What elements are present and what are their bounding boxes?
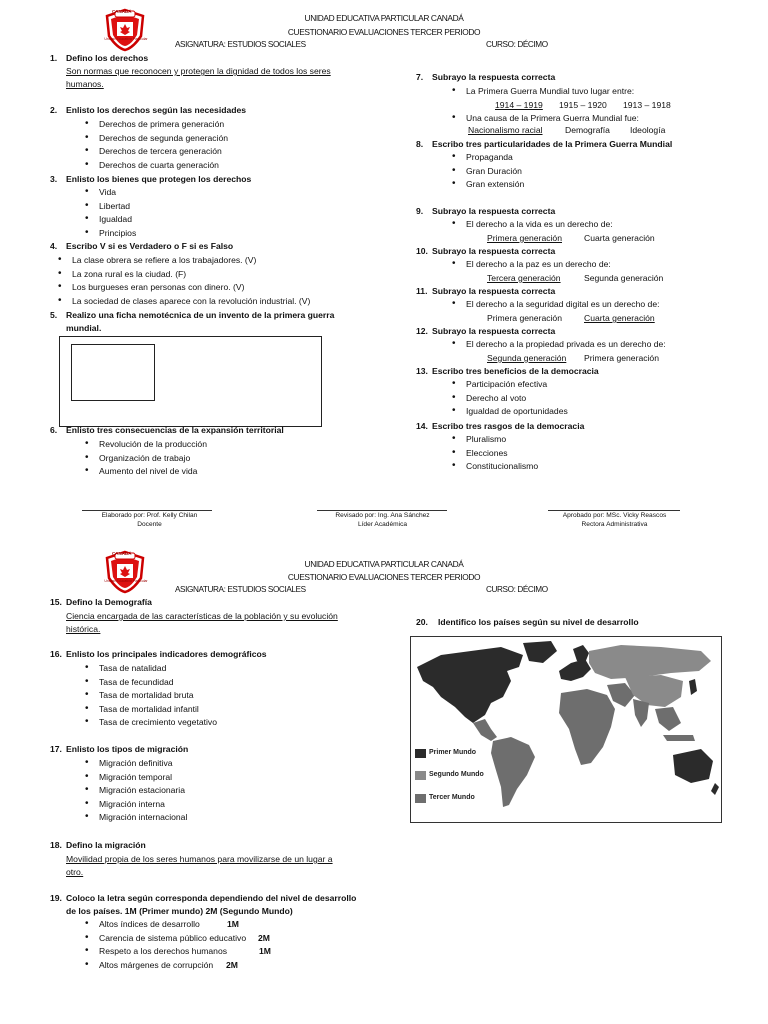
list-item: • Tasa de mortalidad bruta <box>85 690 217 704</box>
question-13: 13. Escribo tres beneficios de la democracia <box>416 366 599 376</box>
logo-text: CANADÁ <box>112 551 132 556</box>
signature-line <box>548 510 680 511</box>
exam-title: CUESTIONARIO EVALUACIONES TERCER PERIODO <box>287 27 481 37</box>
option: 1915 – 1920 <box>559 100 607 110</box>
list-item: • Constitucionalismo <box>452 461 538 475</box>
question-6: 6. Enlisto tres consecuencias de la expansión territorial <box>50 425 284 435</box>
list-item: • La Primera Guerra Mundial tuvo lugar entre: <box>452 86 634 100</box>
list-item: • Derechos de segunda generación <box>85 133 228 147</box>
question-14: 14. Escribo tres rasgos de la democracia <box>416 421 585 431</box>
list-item: • Gran Duración <box>452 166 524 180</box>
question-12: 12. Subrayo la respuesta correcta <box>416 326 556 336</box>
question-7: 7. Subrayo la respuesta correcta <box>416 72 556 82</box>
answer-15-line-1: Ciencia encargada de las características de la población y su evolución <box>66 611 338 621</box>
list-item: • Migración temporal <box>85 772 187 786</box>
list-item: • Altos índices de desarrollo 1M <box>85 919 246 933</box>
list-item: • El derecho a la vida es un derecho de: <box>452 219 613 233</box>
subject-label: ASIGNATURA: ESTUDIOS SOCIALES <box>175 40 306 49</box>
answer-15-line-2: histórica. <box>66 624 101 634</box>
list-item: • Tasa de crecimiento vegetativo <box>85 717 217 731</box>
option-correct: Segunda generación <box>487 353 567 363</box>
list-item: • El derecho a la seguridad digital es un derecho de: <box>452 299 660 313</box>
list-item: • Derecho al voto <box>452 393 568 407</box>
question-3: 3. Enlisto los bienes que protegen los derechos <box>50 174 252 184</box>
list-item: • Migración estacionaria <box>85 785 187 799</box>
option-correct: Tercera generación <box>487 273 561 283</box>
list-item: • La zona rural es la ciudad. (F) <box>58 269 310 283</box>
option: 1913 – 1918 <box>623 100 671 110</box>
signature-block-2: Revisado por: Ing. Ana Sánchez Líder Académica <box>335 512 430 528</box>
list-item: • Elecciones <box>452 448 538 462</box>
list-item: • Igualdad de oportunidades <box>452 406 568 420</box>
indonesia-shape <box>663 735 695 741</box>
course-label: CURSO: DÉCIMO <box>486 40 548 49</box>
signature-block-3: Aprobado por: MSc. Vicky Reascos Rectora Administrativa <box>562 512 667 528</box>
world-map <box>410 636 722 823</box>
answer-1-line-2: humanos. <box>66 79 104 89</box>
legend-first-world: Primer Mundo <box>429 749 477 756</box>
list-item: • Tasa de mortalidad infantil <box>85 704 217 718</box>
list-item: • Libertad <box>85 201 136 215</box>
option: Ideología <box>630 125 666 135</box>
question-19-list <box>85 919 271 973</box>
school-name: UNIDAD EDUCATIVA PARTICULAR CANADÁ <box>304 559 464 569</box>
list-item: • El derecho a la paz es un derecho de: <box>452 259 611 273</box>
question-10: 10. Subrayo la respuesta correcta <box>416 246 556 256</box>
list-item: • Los burgueses eran personas con dinero. (V) <box>58 282 310 296</box>
option-correct: Nacionalismo racial <box>468 125 543 135</box>
question-5-line-2: mundial. <box>66 323 102 333</box>
list-item: • Una causa de la Primera Guerra Mundial fue: <box>452 113 639 127</box>
answer-1-line-1: Son normas que reconocen y protegen la dignidad de todos los seres <box>66 66 331 76</box>
legend-swatch-third-world <box>415 794 426 803</box>
question-19: 19. Coloco la letra según corresponda dependiendo del nivel de desarrollo <box>50 893 357 903</box>
question-15: 15. Defino la Demografía <box>50 597 152 607</box>
question-13-list <box>452 379 568 420</box>
question-14-list <box>452 434 538 475</box>
legend-second-world: Segundo Mundo <box>429 771 484 778</box>
question-16: 16. Enlisto los principales indicadores demográficos <box>50 649 267 659</box>
list-item: • Derechos de tercera generación <box>85 146 228 160</box>
legend-swatch-second-world <box>415 771 426 780</box>
signature-line <box>317 510 447 511</box>
list-item: • La clase obrera se refiere a los trabajadores. (V) <box>58 255 310 269</box>
question-16-list <box>85 663 217 731</box>
legend-swatch-first-world <box>415 749 426 758</box>
question-17-list <box>85 758 187 826</box>
list-item: • Carencia de sistema público educativo 2M <box>85 933 246 947</box>
option: Demografía <box>565 125 610 135</box>
option-correct: Primera generación <box>487 233 562 243</box>
list-item: • Revolución de la producción <box>85 439 207 453</box>
list-item: • Organización de trabajo <box>85 453 207 467</box>
course-label: CURSO: DÉCIMO <box>486 585 548 594</box>
list-item: • Vida <box>85 187 136 201</box>
question-19-line-2: de los países. 1M (Primer mundo) 2M (Segundo Mundo) <box>66 906 293 916</box>
list-item: • Propaganda <box>452 152 524 166</box>
question-20: 20. Identifico los países según su nivel de desarrollo <box>416 617 639 627</box>
question-17: 17. Enlisto los tipos de migración <box>50 744 189 754</box>
list-item: • Tasa de fecundidad <box>85 677 217 691</box>
question-8-list <box>452 152 524 193</box>
logo-caption: Unidad Educativa Particular <box>104 579 148 583</box>
list-item: • Gran extensión <box>452 179 524 193</box>
school-name: UNIDAD EDUCATIVA PARTICULAR CANADÁ <box>304 13 464 23</box>
mnemonic-image-box <box>71 344 155 401</box>
list-item: • Derechos de primera generación <box>85 119 228 133</box>
question-4-list <box>58 255 310 309</box>
answer-18-line-1: Movilidad propia de los seres humanos para movilizarse de un lugar a <box>66 854 333 864</box>
logo-text: CANADÁ <box>112 9 132 14</box>
option-correct: Cuarta generación <box>584 313 655 323</box>
list-item: • Tasa de natalidad <box>85 663 217 677</box>
question-6-list <box>85 439 207 480</box>
question-9: 9. Subrayo la respuesta correcta <box>416 206 556 216</box>
list-item: • Derechos de cuarta generación <box>85 160 228 174</box>
logo-caption: Unidad Educativa Particular <box>104 37 148 41</box>
list-item: • Respeto a los derechos humanos 1M <box>85 946 246 960</box>
question-4: 4. Escribo V si es Verdadero o F si es Falso <box>50 241 234 251</box>
question-5: 5. Realizo una ficha nemotécnica de un invento de la primera guerra <box>50 310 335 320</box>
question-3-list <box>85 187 136 241</box>
list-item: • Altos márgenes de corrupción 2M <box>85 960 246 974</box>
signature-block-1: Elaborado por: Prof. Kelly Chilan Docente <box>101 512 198 528</box>
question-2-list <box>85 119 228 173</box>
question-11: 11. Subrayo la respuesta correcta <box>416 286 556 296</box>
option: Primera generación <box>584 353 659 363</box>
list-item: • Igualdad <box>85 214 136 228</box>
list-item: • Migración definitiva <box>85 758 187 772</box>
list-item: • Participación efectiva <box>452 379 568 393</box>
list-item: • La sociedad de clases aparece con la revolución industrial. (V) <box>58 296 310 310</box>
question-8: 8. Escribo tres particularidades de la Primera Guerra Mundial <box>416 139 673 149</box>
legend-third-world: Tercer Mundo <box>429 794 475 801</box>
option: Segunda generación <box>584 273 664 283</box>
option-correct: 1914 – 1919 <box>495 100 543 110</box>
list-item: • El derecho a la propiedad privada es un derecho de: <box>452 339 666 353</box>
list-item: • Aumento del nivel de vida <box>85 466 207 480</box>
list-item: • Pluralismo <box>452 434 538 448</box>
option: Primera generación <box>487 313 562 323</box>
option: Cuarta generación <box>584 233 655 243</box>
list-item: • Principios <box>85 228 136 242</box>
question-1: 1. Defino los derechos <box>50 53 149 63</box>
list-item: • Migración interna <box>85 799 187 813</box>
subject-label: ASIGNATURA: ESTUDIOS SOCIALES <box>175 585 306 594</box>
question-2: 2. Enlisto los derechos según las necesidades <box>50 105 247 115</box>
answer-18-line-2: otro. <box>66 867 84 877</box>
question-18: 18. Defino la migración <box>50 840 146 850</box>
list-item: • Migración internacional <box>85 812 187 826</box>
signature-line <box>82 510 212 511</box>
exam-title: CUESTIONARIO EVALUACIONES TERCER PERIODO <box>287 572 481 582</box>
